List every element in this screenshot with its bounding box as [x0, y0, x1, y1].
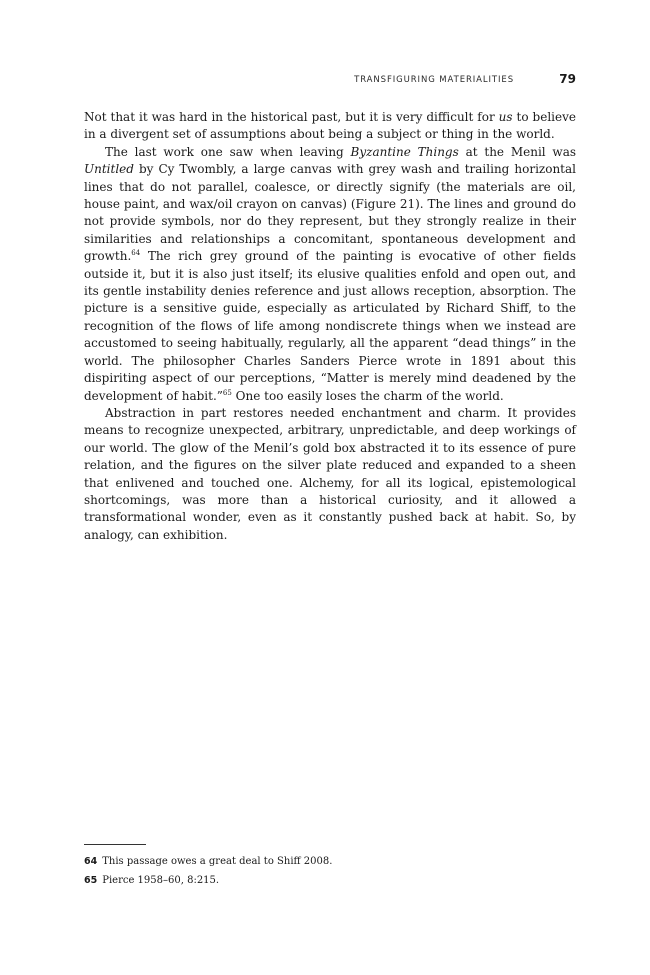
paragraph-1-text-c: to believe in a divergent set of assumptions about being a subject or thing in the world. — [84, 110, 576, 142]
paragraph-2 — [84, 144, 576, 405]
running-title: TRANSFIGURING MATERIALITIES — [354, 75, 514, 85]
footnote-65 — [84, 871, 576, 890]
paragraph-2-text-c: at the Menil was — [458, 144, 577, 159]
paragraph-1-text-a: Not that it was hard in the historical past, but it is very difficult for — [84, 110, 499, 124]
footnote-number: 64 — [84, 856, 98, 867]
paragraph-2-text-g: One too easily loses the charm of the world. — [231, 388, 504, 403]
paragraph-2-text-e: by Cy Twombly, a large canvas with grey wash and trailing horizontal lines that do not parallel, coalesce, or directly signify (the materials are oil, house paint, and wax/oil crayon on canvas) (Figure 21). The lines and ground do not provide symbols, nor do they represent, but they strongly realize in their similarities and relationships a concomitant, spontaneous development and growth. — [84, 162, 576, 264]
footnote-number: 65 — [84, 875, 98, 886]
paragraph-2-text-a: The last work one saw when leaving — [105, 144, 351, 159]
footnote-divider — [84, 844, 146, 845]
paragraph-1-emphasis-us: us — [498, 110, 513, 124]
body-text — [84, 109, 576, 544]
title-byzantine-things: Byzantine Things — [350, 144, 459, 159]
footnotes — [84, 852, 576, 890]
footnote-ref-65[interactable]: 65 — [222, 388, 232, 397]
footnote-64 — [84, 852, 576, 871]
paragraph-1 — [84, 109, 576, 144]
paragraph-3: Abstraction in part restores needed enchantment and charm. It provides means to recognize unexpected, arbitrary, unpredictable, and deep workings of our world. The glow of the Menil’s gold box abstracted it to its essence of pure relation, and the figures on the silver plate reduced and expanded to a sheen that enlivened and touched one. Alchemy, for all its logical, epistemological shortcomings, was more than a historical curiosity, and it allowed a transformational wonder, even as it constantly pushed back at habit. So, by analogy, can exhibition. — [84, 405, 576, 542]
running-head — [84, 72, 576, 90]
title-untitled: Untitled — [84, 162, 134, 177]
footnote-ref-64[interactable]: 64 — [131, 249, 141, 258]
paragraph-2-text-f: The rich grey ground of the painting is evocative of other fields outside it, but it is also just itself; its elusive qualities enfold and open out, and its gentle instability denies reference and just allows reception, absorption. The picture is a sensitive guide, especially as articulated by Richard Shiff, to the recognition of the flows of life among nondiscrete things when we instead are accustomed to seeing habitually, regularly, all the apparent “dead things” in the world. The philosopher Charles Sanders Pierce wrote in 1891 about this dispiriting aspect of our perceptions, “Matter is merely mind deadened by the development of habit.” — [84, 249, 576, 403]
page-number: 79 — [559, 72, 576, 86]
footnote-text: Pierce 1958–60, 8:215. — [102, 875, 220, 886]
footnote-text: This passage owes a great deal to Shiff 2008. — [102, 856, 333, 867]
